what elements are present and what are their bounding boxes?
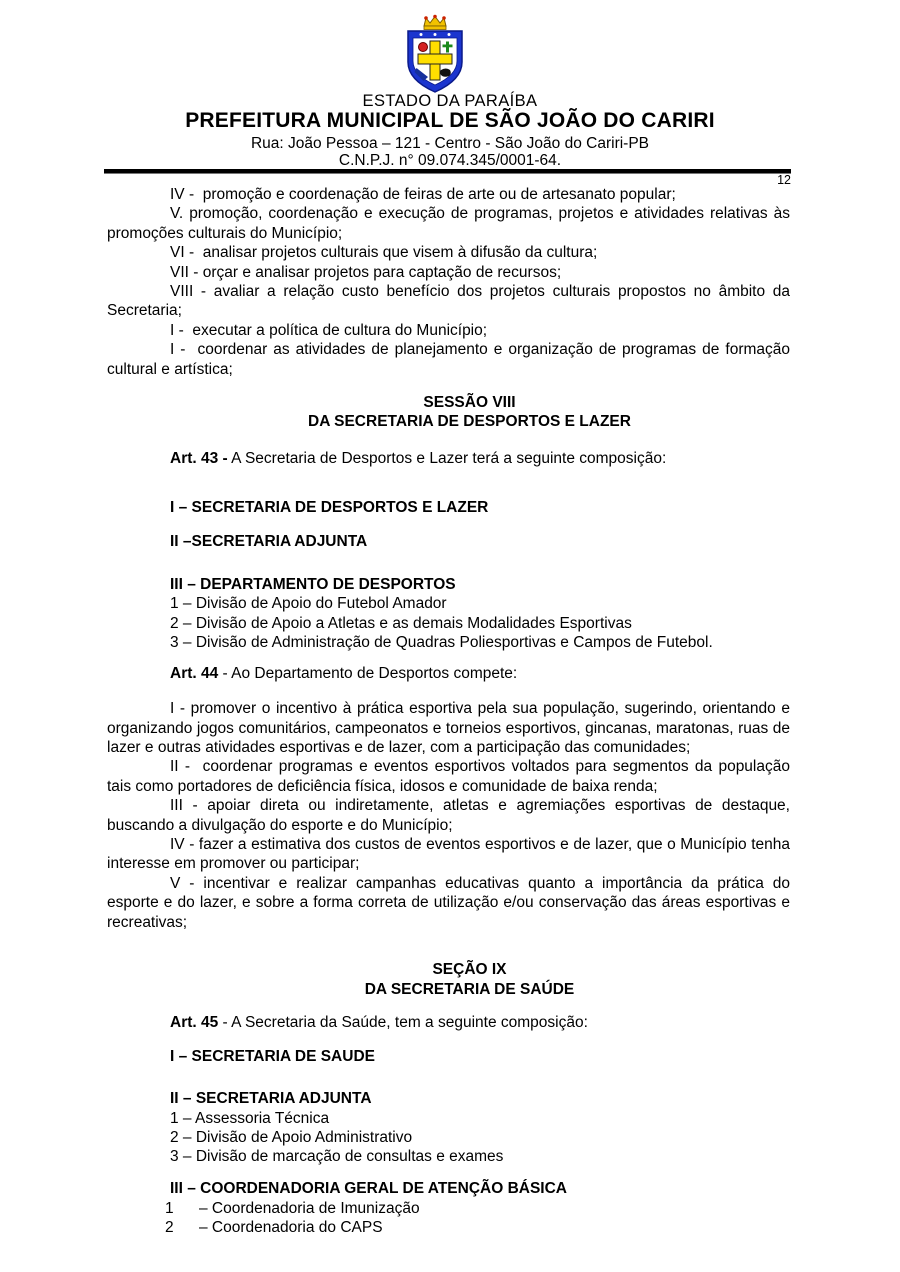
paragraph: I - coordenar as atividades de planejamento e organização de programas de formação cultural e artística; <box>107 341 790 378</box>
article-paragraph: Art. 44 - Ao Departamento de Desportos compete: <box>170 665 518 683</box>
spacer <box>107 653 790 665</box>
paragraph: II - coordenar programas e eventos esportivos voltados para segmentos da população tais como portadores de deficiência física, idosos e comunidade de baixa renda; <box>107 758 790 795</box>
paragraph: V. promoção, coordenação e execução de programas, projetos e atividades relativas às promoções culturais do Município; <box>107 205 790 242</box>
list-item: 3 – Divisão de marcação de consultas e exames <box>170 1148 504 1166</box>
bold-line: III – DEPARTAMENTO DE DESPORTOS <box>170 576 456 593</box>
bold-line: III – COORDENADORIA GERAL DE ATENÇÃO BÁSICA <box>170 1180 567 1198</box>
paragraph: III - apoiar direta ou indiretamente, atletas e agremiações esportivas de destaque, buscando a divulgação do esporte e do Município; <box>107 797 790 834</box>
paragraph: V - incentivar e realizar campanhas educativas quanto a importância da prática do esporte e do lazer, e sobre a forma correta de utilização e/ou conservação das áreas esportivas e recreativas; <box>107 874 790 931</box>
document-body <box>107 185 790 1238</box>
list-item <box>107 1199 790 1218</box>
spacer <box>107 518 790 533</box>
section-heading: SESSÃO VIII <box>423 393 516 411</box>
spacer <box>107 999 790 1013</box>
spacer <box>107 552 790 575</box>
list-item: 1 – Assessoria Técnica <box>170 1109 330 1127</box>
list-item: 2 – Divisão de Apoio Administrativo <box>170 1129 413 1146</box>
list-text: – Coordenadoria de Imunização <box>199 1199 420 1217</box>
list-item: 3 – Divisão de Administração de Quadras Poliesportivas e Campos de Futebol. <box>170 634 713 652</box>
paragraph: I - executar a política de cultura do Município; <box>170 321 488 339</box>
header-address: Rua: João Pessoa – 121 - Centro - São João do Cariri-PB <box>250 135 650 152</box>
coat-of-arms-icon <box>404 14 466 94</box>
spacer <box>107 1067 790 1089</box>
page-number: 12 <box>777 173 791 187</box>
list-number: 2 <box>165 1219 174 1237</box>
section-heading: SEÇÃO IX <box>432 961 507 979</box>
list-item: 1 – Divisão de Apoio do Futebol Amador <box>170 595 447 613</box>
bold-line: II –SECRETARIA ADJUNTA <box>170 533 368 551</box>
header-cnpj: C.N.P.J. n° 09.074.345/0001-64. <box>338 152 562 169</box>
header-title: PREFEITURA MUNICIPAL DE SÃO JOÃO DO CARIRI <box>185 109 715 132</box>
section-heading: DA SECRETARIA DE DESPORTOS E LAZER <box>308 413 631 431</box>
article-label: Art. 45 <box>170 1013 219 1031</box>
header-state: ESTADO DA PARAÍBA <box>362 92 538 110</box>
spacer <box>107 932 790 960</box>
bold-line: I – SECRETARIA DE DESPORTOS E LAZER <box>170 499 489 517</box>
bold-line: I – SECRETARIA DE SAUDE <box>170 1048 375 1066</box>
list-item: 2 – Divisão de Apoio a Atletas e as demais Modalidades Esportivas <box>170 614 632 632</box>
article-label: Art. 43 - <box>170 449 228 467</box>
spacer <box>107 684 790 700</box>
paragraph: VIII - avaliar a relação custo benefício dos projetos culturais propostos no âmbito da Secretaria; <box>107 283 790 320</box>
paragraph: IV - fazer a estimativa dos custos de eventos esportivos e de lazer, que o Município tenha interesse em promover ou participar; <box>107 836 790 873</box>
paragraph: VII - orçar e analisar projetos para captação de recursos; <box>170 263 562 281</box>
spacer <box>107 379 790 393</box>
article-paragraph: Art. 45 - A Secretaria da Saúde, tem a seguinte composição: <box>170 1013 588 1031</box>
list-text: – Coordenadoria do CAPS <box>199 1219 383 1237</box>
paragraph: IV - promoção e coordenação de feiras de arte ou de artesanato popular; <box>170 186 676 203</box>
section-heading: DA SECRETARIA DE SAÚDE <box>364 980 575 998</box>
list-item <box>107 1218 790 1237</box>
list-number: 1 <box>165 1199 174 1217</box>
spacer <box>107 1167 790 1180</box>
paragraph: VI - analisar projetos culturais que visem à difusão da cultura; <box>170 244 598 262</box>
spacer <box>107 431 790 448</box>
paragraph: I - promover o incentivo à prática esportiva pela sua população, sugerindo, orientando e organizando jogos comunitários, campeonatos e torneios esportivos, gincanas, maratonas, ruas de lazer e outras atividades esportivas e de lazer, com a participação das comunidades; <box>107 700 790 756</box>
spacer <box>107 1032 790 1048</box>
article-label: Art. 44 <box>170 665 219 683</box>
article-paragraph: Art. 43 - A Secretaria de Desportos e Lazer terá a seguinte composição: <box>170 449 667 467</box>
spacer <box>107 468 790 498</box>
bold-line: II – SECRETARIA ADJUNTA <box>170 1090 372 1108</box>
